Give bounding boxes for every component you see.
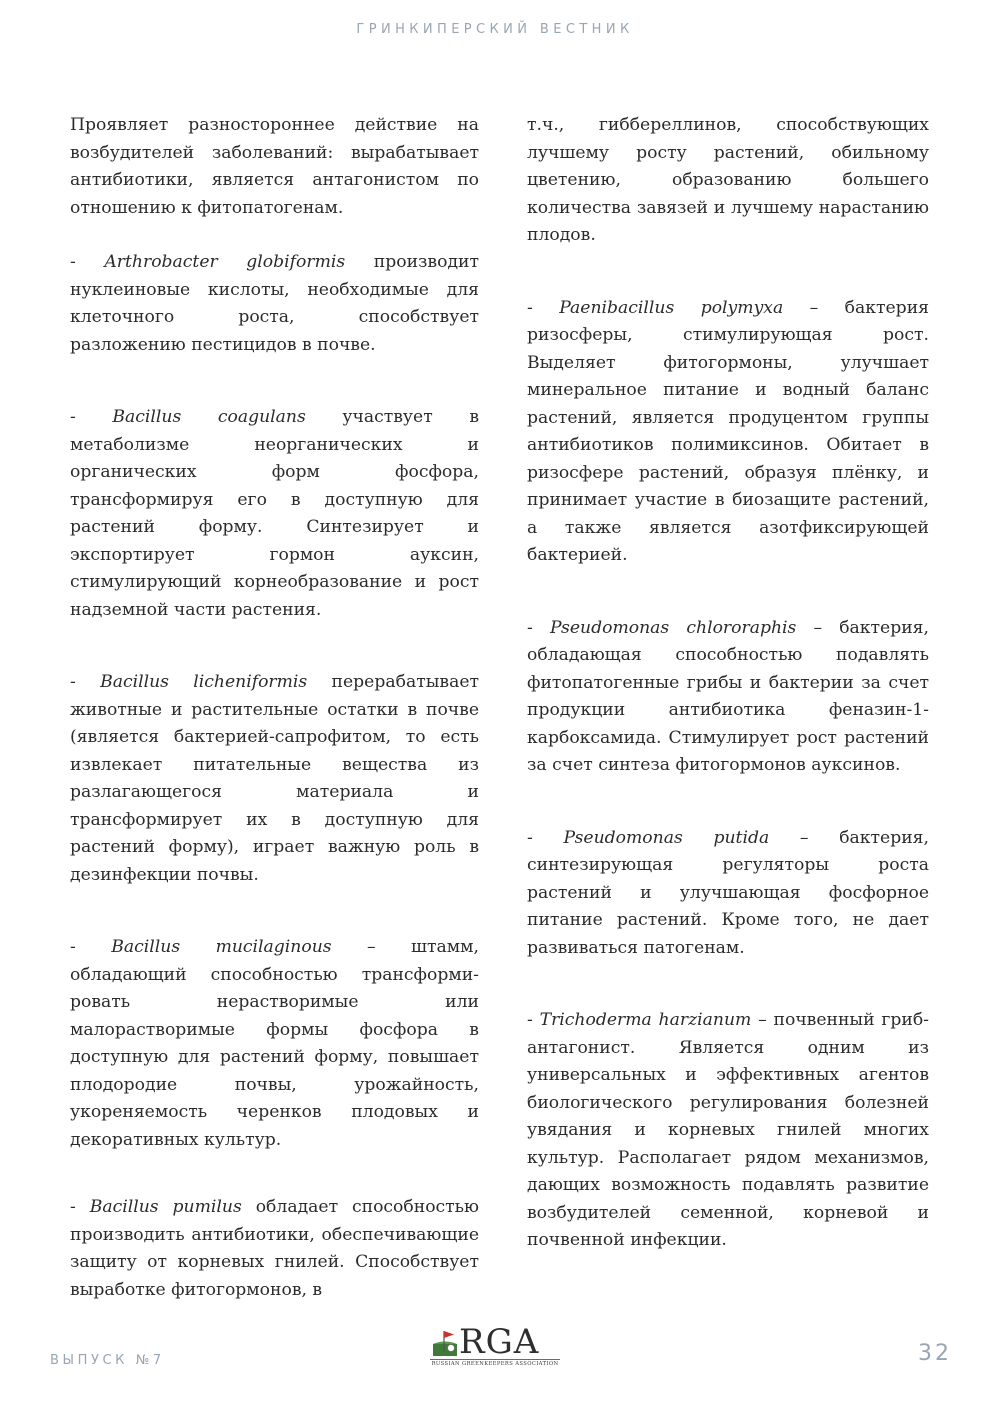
paragraph-pseudomonas-putida: - Pseudomonas putida – бактерия, синтезирующая регуляторы роста растений и улучшающая фосфорное питание растений. Кроме того, не дает развиваться патогенам. [527, 827, 929, 958]
species-name: Trichoderma harzianum [539, 1010, 752, 1030]
publication-title: ГРИНКИПЕРСКИЙ ВЕСТНИК [356, 22, 634, 37]
species-name: Bacillus coagulans [112, 407, 306, 427]
species-name: Bacillus mucilaginous [111, 937, 332, 957]
logo-subtitle: RUSSIAN GREENKEEPERS ASSOCIATION [431, 1361, 559, 1367]
paragraph-intro: Проявляет разностороннее действие на возбудителей заболеваний: вырабатывает антибиотики, является антагонистом по отношению к фитопатогенам. [70, 115, 479, 218]
logo-wordmark: RGA [459, 1322, 540, 1362]
paragraph-arthrobacter: - Arthrobacter globiformis производит нуклеиновые кислоты, необходимые для клеточного роста, способствует разложению пестицидов в почве. [70, 252, 479, 355]
species-name: Bacillus licheniformis [100, 672, 308, 692]
paragraph-bacillus-pumilus: - Bacillus pumilus обладает способностью производить антибиотики, обеспечивающие защиту от корневых гнилей. Способствует выработке фитогормонов, в [70, 1197, 480, 1300]
paragraph-pseudomonas-chlororaphis: - Pseudomonas chlororaphis – бактерия, обладающая способностью подавлять фитопатогенные грибы и бактерии за счет продукции антибиотика феназин-1-карбоксамида. Стимулирует рост растений за счет синтеза фитогормонов ауксинов. [527, 617, 929, 775]
paragraph-bacillus-mucilaginous: - Bacillus mucilaginous – штамм, обладающий способностью трансформи-ровать нерастворимые или малорастворимые формы фосфора в доступную для растений форму, повышает плодородие почвы, урожайность, укореняемость черенков плодовых и декоративных культур. [70, 937, 479, 1150]
left-column [70, 112, 479, 1304]
paragraph-bacillus-licheniformis: - Bacillus licheniformis перерабатывает животные и растительные остатки в почве (является бактерией-сапрофитом, то есть извлекает питательные вещества из разлагающегося материала и трансформирует их в доступную для растений форму), играет важную роль в дезинфекции почвы. [70, 672, 479, 885]
page-number: 32 [918, 1341, 952, 1366]
right-column [527, 112, 929, 1255]
species-name: Paenibacillus polymyxa [559, 297, 784, 318]
rga-logo [430, 1322, 560, 1370]
paragraph-paenibacillus: - Paenibacillus polymyxa – бактерия ризосферы, стимулирующая рост. Выделяет фитогормоны, улучшает минеральное питание и водный баланс растений, является продуцентом группы антибиотиков полимиксинов. Обитает в ризосфере растений, образуя плёнку, и принимает участие в биозащите растений, а также является азотфиксирующей бактерией. [527, 297, 929, 565]
paragraph-trichoderma: - Trichoderma harzianum – почвенный гриб-антагонист. Является одним из универсальных и эффективных агентов биологического регулирования болезней увядания и корневых гнилей многих культур. Располагает рядом механизмов, дающих возможность подавлять развитие возбудителей семенной, корневой и почвенной инфекции. [527, 1010, 929, 1250]
issue-number: ВЫПУСК №7 [50, 1353, 165, 1368]
species-name: Pseudomonas putida [563, 827, 770, 848]
species-name: Bacillus pumilus [89, 1197, 242, 1217]
species-name: Pseudomonas chlororaphis [549, 617, 797, 638]
paragraph-continuation: т.ч., гиббереллинов, способствующих лучшему росту растений, обильному цветению, образованию большего количества завязей и лучшему нарастанию плодов. [527, 115, 929, 245]
golf-flag-icon [430, 1328, 460, 1358]
species-name: Arthrobacter globiformis [104, 252, 346, 272]
paragraph-bacillus-coagulans: - Bacillus coagulans участвует в метаболизме неорганических и органических форм фосфора, трансформируя его в доступную для растений форму. Синтезирует и экспортирует гормон ауксин, стимулирующий корнеобразование и рост надземной части растения. [70, 407, 479, 620]
